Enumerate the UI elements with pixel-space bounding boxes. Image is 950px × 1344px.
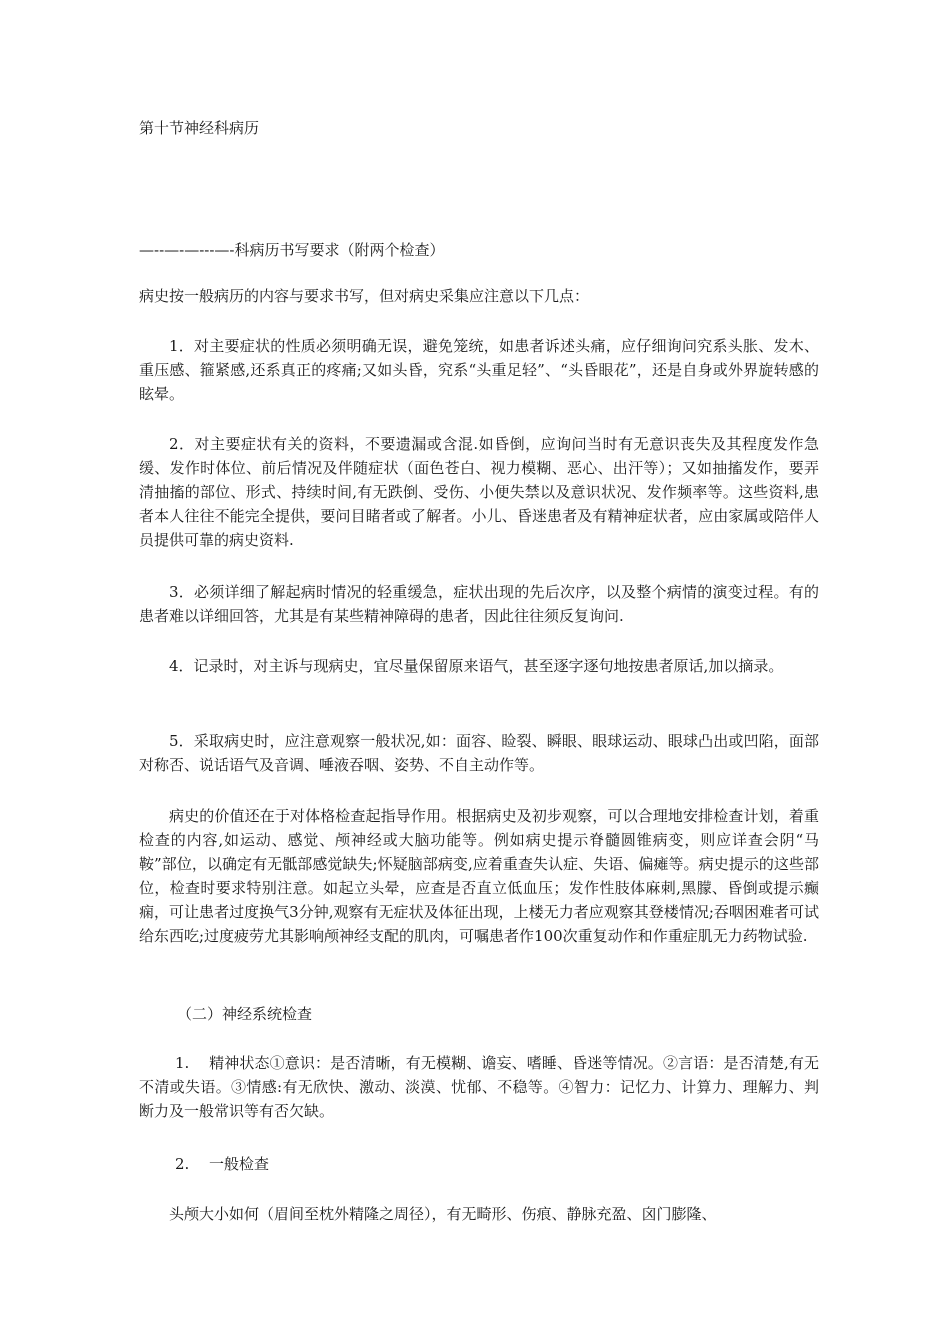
point-5-paragraph: 5．采取病史时，应注意观察一般状况,如：面容、睑裂、瞬眼、眼球运动、眼球凸出或凹陷，面部对称否、说话语气及音调、唾液吞咽、姿势、不自主动作等。: [139, 732, 819, 774]
section-heading-neuro-exam: （二）神经系统检查: [177, 1005, 313, 1023]
exam-item-mental-status: [139, 1051, 819, 1123]
intro-paragraph: 病史按一般病历的内容与要求书写，但对病史采集应注意以下几点：: [139, 287, 590, 305]
exam-item-text: 精神状态①意识：是否清晰，有无模糊、谵妄、嗜睡、昏迷等情况。②言语：是否清楚,有无不清或失语。③情感:有无欣快、激动、淡漠、忧郁、不稳等。④智力：记忆力、计算力、理解力、判断力及一般常识等有否欠缺。: [139, 1054, 819, 1120]
point-2-paragraph: 2．对主要症状有关的资料，不要遗漏或含混.如昏倒，应询问当时有无意识丧失及其程度发作急缓、发作时体位、前后情况及伴随症状（面色苍白、视力模糊、恶心、出汗等）；又如抽搐发作，要弄清抽搐的部位、形式、持续时间,有无跌倒、受伤、小便失禁以及意识状况、发作频率等。这些资料,患者本人往往不能完全提供，要问目睹者或了解者。小儿、昏迷患者及有精神症状者，应由家属或陪伴人员提供可靠的病史资料.: [139, 435, 819, 549]
exam-item-text: 一般检查: [209, 1155, 270, 1173]
point-3-paragraph: 3．必须详细了解起病时情况的轻重缓急，症状出现的先后次序，以及整个病情的演变过程。有的患者难以详细回答，尤其是有某些精神障碍的患者，因此往往须反复询问.: [139, 583, 819, 625]
document-subtitle: —--—-—---—-科病历书写要求（附两个检查）: [139, 241, 445, 259]
exam-item-number: 1.: [175, 1054, 190, 1072]
head-exam-paragraph: 头颅大小如何（眉间至枕外精隆之周径），有无畸形、伤痕、静脉充盈、囟门膨隆、: [169, 1205, 717, 1223]
document-title: 第十节神经科病历: [139, 119, 260, 137]
point-4-paragraph: 4．记录时，对主诉与现病史，宜尽量保留原来语气，甚至逐字逐句地按患者原话,加以摘录。: [169, 657, 784, 675]
history-value-paragraph: 病史的价值还在于对体格检查起指导作用。根据病史及初步观察，可以合理地安排检查计划，着重检查的内容,如运动、感觉、颅神经或大脑功能等。例如病史提示脊髓圆锥病变，则应详查会阴“马鞍”部位，以确定有无骶部感觉缺失;怀疑脑部病变,应着重查失认症、失语、偏瘫等。病史提示的这些部位，检查时要求特别注意。如起立头晕，应查是否直立低血压；发作性肢体麻刺,黑朦、昏倒或提示癫痫，可让患者过度换气3分钟,观察有无症状及体征出现，上楼无力者应观察其登楼情况;吞咽困难者可试给东西吃;过度疲劳尤其影响颅神经支配的肌肉，可嘱患者作100次重复动作和作重症肌无力药物试验.: [139, 807, 819, 945]
point-1-paragraph: 1．对主要症状的性质必须明确无误，避免笼统，如患者诉述头痛，应仔细询问究系头胀、发木、重压感、箍紧感,还系真正的疼痛;又如头昏，究系“头重足轻”、“头昏眼花”，还是自身或外界旋转感的眩晕。: [139, 337, 819, 403]
exam-item-general: [139, 1152, 819, 1176]
exam-item-number: 2.: [175, 1155, 190, 1173]
